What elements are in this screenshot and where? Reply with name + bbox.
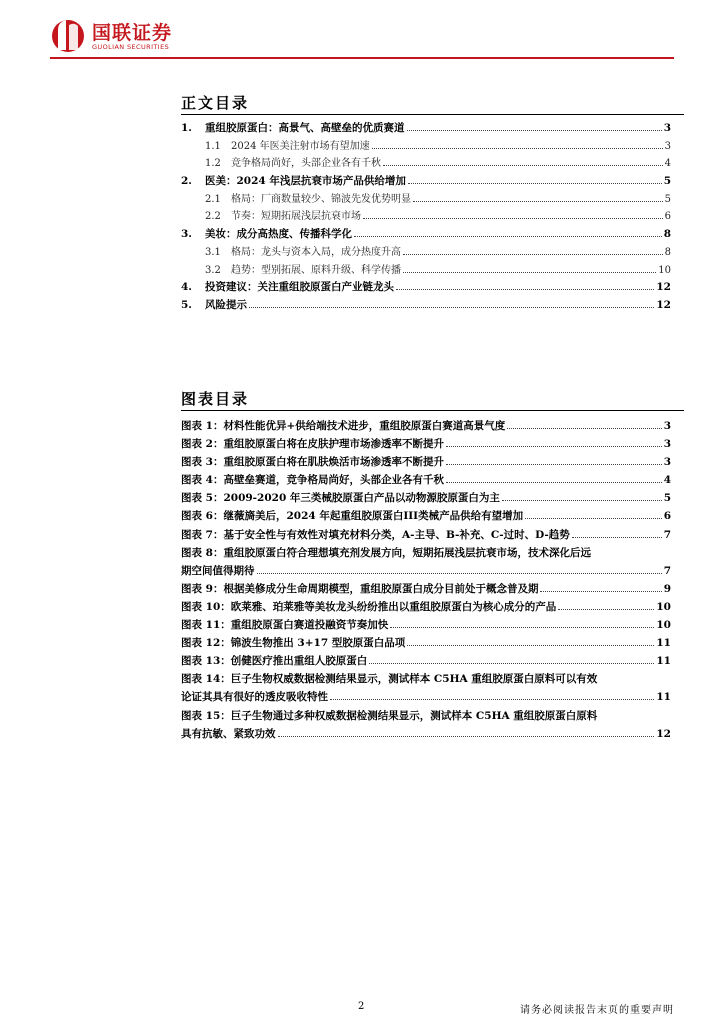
toc-entry[interactable]	[181, 173, 671, 191]
dot-leader	[525, 518, 662, 519]
figure-entry-line1: 图表 8：重组胶原蛋白符合理想填充剂发展方向，短期拓展浅层抗衰市场，技术深化后远	[181, 546, 591, 559]
figure-entry-page: 3	[663, 438, 671, 451]
toc-entry-label: 投资建议：关注重组胶原蛋白产业链龙头	[205, 281, 394, 294]
toc-entry-label: 格局：厂商数量较少、锦波先发优势明显	[231, 193, 411, 205]
dot-leader	[363, 218, 663, 219]
disclaimer-note: 请务必阅读报告末页的重要声明	[520, 1005, 674, 1016]
toc-entry-number: 1.2	[205, 158, 221, 170]
figure-entry[interactable]	[181, 507, 671, 525]
dot-leader	[446, 446, 662, 447]
dot-leader	[446, 464, 662, 465]
toc-entry-number: 1.	[181, 122, 192, 134]
toc-entry-page: 10	[658, 264, 671, 276]
figure-entry-label: 论证其具有很好的透皮吸收特性	[181, 691, 328, 704]
figure-entry[interactable]	[181, 489, 671, 507]
toc-entry[interactable]	[181, 191, 671, 209]
figure-entry-page: 3	[663, 456, 671, 469]
toc-entry-page: 6	[664, 211, 671, 223]
dot-leader	[413, 201, 663, 202]
page-number: 2	[358, 1001, 365, 1012]
toc-entry[interactable]	[181, 262, 671, 280]
figure-entry-page: 11	[656, 637, 671, 650]
dot-leader	[383, 165, 663, 166]
guolian-logo-icon	[50, 16, 86, 54]
toc-entry-page: 5	[663, 175, 671, 188]
toc-entry[interactable]	[181, 297, 671, 315]
figure-entry[interactable]	[181, 598, 671, 616]
figure-entry-label: 图表 2：重组胶原蛋白将在皮肤护理市场渗透率不断提升	[181, 438, 444, 451]
figure-entry-label: 图表 11：重组胶原蛋白赛道投融资节奏加快	[181, 619, 389, 632]
figures-list	[181, 417, 671, 743]
dot-leader	[330, 699, 654, 700]
toc-entry-label: 2024 年医美注射市场有望加速	[231, 140, 370, 152]
figure-entry[interactable]	[181, 471, 671, 489]
toc-entry-label: 风险提示	[205, 298, 247, 311]
figure-entry-page: 12	[656, 727, 671, 740]
toc-entry-number: 2.1	[205, 193, 221, 205]
toc-title-rule	[181, 114, 684, 115]
figure-entry-label: 图表 7：基于安全性与有效性对填充材料分类，A-主导、B-补充、C-过时、D-趋势	[181, 528, 570, 541]
toc-entry[interactable]	[181, 244, 671, 262]
dot-leader	[278, 736, 655, 737]
figure-entry-page: 9	[663, 582, 671, 595]
figure-entry-label: 图表 1：材料性能优异+供给端技术进步，重组胶原蛋白赛道高景气度	[181, 420, 506, 432]
figure-entry-page: 11	[656, 655, 671, 668]
toc-entry-number: 3.1	[205, 246, 221, 258]
toc-entry[interactable]	[181, 138, 671, 156]
toc-entry-number: 3.2	[205, 264, 221, 276]
toc-entry-page: 3	[664, 140, 671, 152]
figure-entry-page: 5	[663, 492, 671, 505]
toc-entry-number: 2.2	[205, 211, 221, 223]
toc-entry[interactable]	[181, 226, 671, 244]
dot-leader	[390, 627, 654, 628]
figure-entry-line1: 图表 14：巨子生物权威数据检测结果显示，测试样本 C5HA 重组胶原蛋白原料可以有效	[181, 673, 598, 686]
toc-entry-number: 5.	[181, 298, 192, 311]
figure-entry[interactable]	[181, 652, 671, 670]
toc-entry-page: 8	[663, 228, 671, 241]
figure-entry[interactable]	[181, 634, 671, 652]
figure-entry-line2	[181, 688, 671, 706]
dot-leader	[257, 573, 662, 574]
figure-entry-label: 图表 4：高壁垒赛道，竞争格局尚好，头部企业各有千秋	[181, 474, 444, 487]
toc-entry-page: 12	[656, 281, 671, 294]
figure-entry-page: 11	[656, 691, 671, 704]
toc-entry-number: 1.1	[205, 140, 221, 152]
figure-entry-page: 7	[663, 564, 671, 577]
toc-entry-number: 2.	[181, 175, 192, 188]
dot-leader	[396, 289, 654, 290]
toc-entry-label: 节奏：短期拓展浅层抗衰市场	[231, 211, 361, 223]
figure-entry-label: 图表 3：重组胶原蛋白将在肌肤焕活市场渗透率不断提升	[181, 456, 444, 469]
figure-entry-line1: 图表 15：巨子生物通过多种权威数据检测结果显示，测试样本 C5HA 重组胶原蛋白原料	[181, 709, 598, 722]
toc-list	[181, 120, 671, 315]
figure-entry-label: 图表 10：欧莱雅、珀莱雅等美妆龙头纷纷推出以重组胶原蛋白为核心成分的产品	[181, 600, 557, 613]
figure-entry-label: 图表 9：根据美修成分生命周期模型，重组胶原蛋白成分目前处于概念普及期	[181, 582, 539, 595]
toc-entry-label: 竞争格局尚好，头部企业各有千秋	[231, 158, 381, 170]
toc-entry-page: 12	[656, 298, 671, 311]
toc-entry-label: 医美：2024 年浅层抗衰市场产品供给增加	[205, 175, 406, 188]
figure-entry-page: 10	[656, 619, 671, 632]
figure-entry[interactable]	[181, 417, 671, 435]
figure-entry-label: 具有抗敏、紧致功效	[181, 727, 276, 740]
dot-leader	[407, 645, 654, 646]
dot-leader	[446, 482, 662, 483]
figure-entry-label: 图表 12：锦波生物推出 3+17 型胶原蛋白品项	[181, 637, 406, 650]
figure-entry[interactable]	[181, 580, 671, 598]
logo-text-cn: 国联证券	[92, 22, 173, 44]
figure-entry-page: 3	[663, 420, 671, 432]
figure-entry-label: 图表 6：继薇旖美后，2024 年起重组胶原蛋白III类械产品供给有望增加	[181, 510, 524, 523]
header-rule	[50, 57, 674, 59]
logo-text-en: GUOLIAN SECURITIES	[92, 43, 170, 51]
dot-leader	[403, 272, 656, 273]
dot-leader	[502, 500, 662, 501]
toc-entry[interactable]	[181, 155, 671, 173]
dot-leader	[354, 236, 662, 237]
figure-entry-page: 7	[663, 528, 671, 541]
figure-entry-label: 期空间值得期待	[181, 564, 255, 577]
dot-leader	[507, 428, 661, 429]
toc-entry[interactable]	[181, 279, 671, 297]
dot-leader	[408, 183, 662, 184]
figure-entry[interactable]	[181, 707, 671, 743]
toc-entry-label: 趋势：型别拓展、原料升级、科学传播	[231, 264, 401, 276]
guolian-logo	[50, 16, 200, 56]
figures-title-rule	[181, 410, 684, 411]
figure-entry[interactable]	[181, 544, 671, 580]
figure-entry-page: 6	[663, 510, 671, 523]
figure-entry[interactable]	[181, 616, 671, 634]
toc-entry-number: 3.	[181, 228, 192, 241]
figure-entry[interactable]	[181, 435, 671, 453]
figure-entry[interactable]	[181, 453, 671, 471]
figure-entry-label: 图表 5：2009-2020 年三类械胶原蛋白产品以动物源胶原蛋白为主	[181, 492, 500, 505]
figure-entry-page: 4	[663, 474, 671, 487]
figure-entry[interactable]	[181, 670, 671, 706]
figure-entry[interactable]	[181, 526, 671, 544]
figure-entry-line2	[181, 562, 671, 580]
figure-entry-page: 10	[656, 600, 671, 613]
toc-entry-page: 4	[664, 158, 671, 170]
toc-entry-number: 4.	[181, 281, 192, 294]
dot-leader	[369, 663, 654, 664]
dot-leader	[572, 537, 662, 538]
dot-leader	[249, 307, 654, 308]
toc-entry[interactable]	[181, 208, 671, 226]
figure-entry-line2	[181, 725, 671, 743]
toc-entry-page: 5	[664, 193, 671, 205]
toc-entry-label: 美妆：成分高热度、传播科学化	[205, 228, 352, 241]
dot-leader	[558, 609, 654, 610]
toc-title: 正文目录	[181, 94, 250, 112]
toc-entry-label: 格局：龙头与资本入局，成分热度升高	[231, 246, 401, 258]
dot-leader	[407, 130, 662, 131]
toc-entry-page: 3	[663, 122, 671, 134]
dot-leader	[403, 254, 663, 255]
toc-entry[interactable]	[181, 120, 671, 138]
figures-title: 图表目录	[181, 390, 250, 408]
toc-entry-label: 重组胶原蛋白：高景气、高壁垒的优质赛道	[205, 122, 405, 134]
dot-leader	[540, 591, 661, 592]
figure-entry-label: 图表 13：创健医疗推出重组人胶原蛋白	[181, 655, 368, 668]
dot-leader	[372, 148, 663, 149]
toc-entry-page: 8	[664, 246, 671, 258]
